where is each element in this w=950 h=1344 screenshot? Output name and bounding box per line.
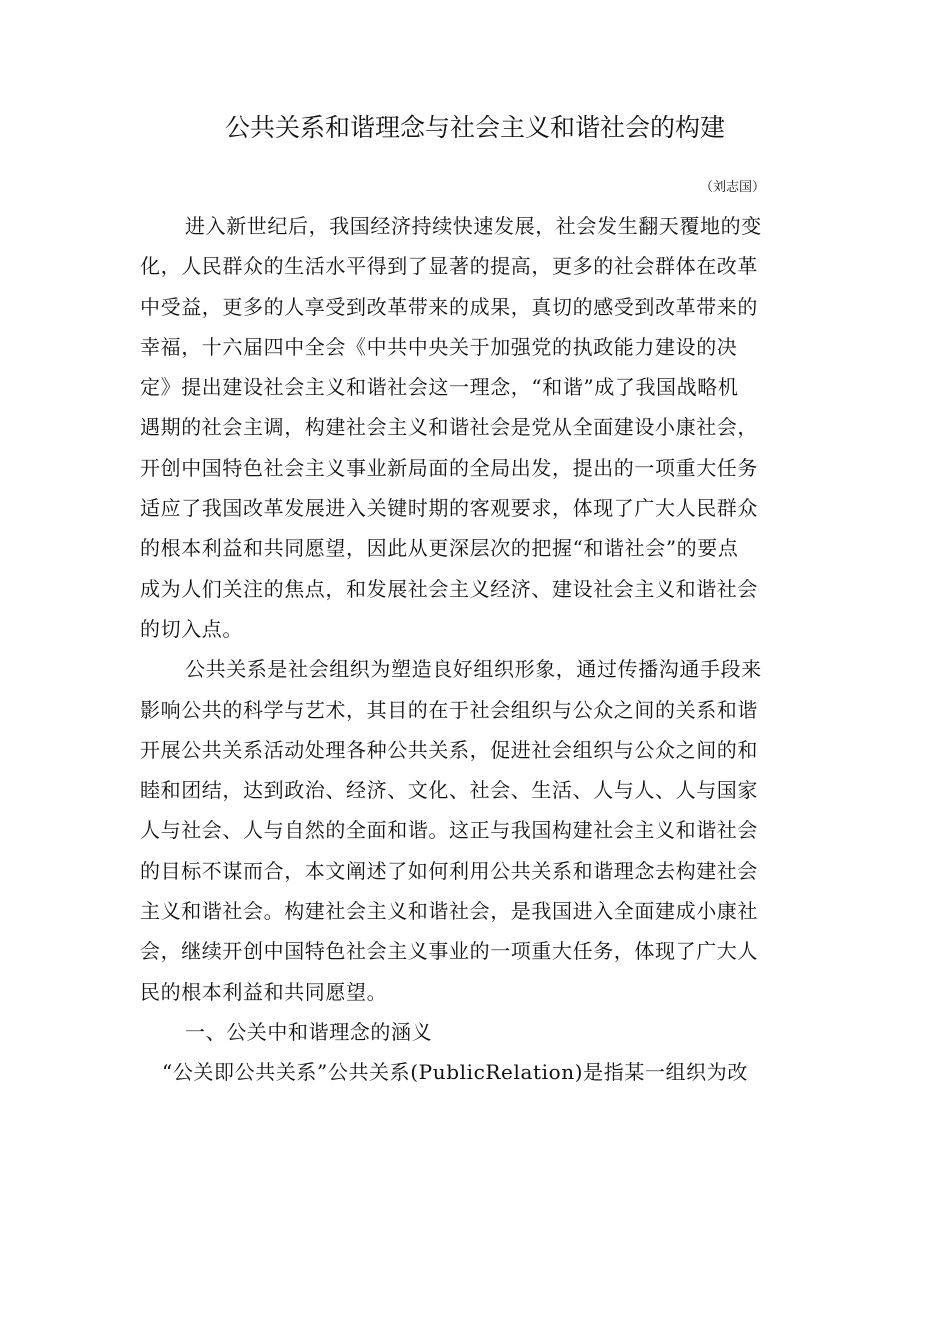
paragraph-line: 进入新世纪后，我国经济持续快速发展，社会发生翻天覆地的变 — [185, 214, 762, 238]
paragraph-line: 遇期的社会主调，构建社会主义和谐社会是党从全面建设小康社会， — [140, 415, 758, 440]
author-name: （刘志国） — [700, 180, 766, 195]
section-heading: 一、公关中和谐理念的涵义 — [185, 1019, 433, 1044]
paragraph-line: “公关即公共关系”公共关系(PublicRelation)是指某一组织为改 — [162, 1060, 748, 1085]
paragraph-line: 定》提出建设社会主义和谐社会这一理念，“和谐”成了我国战略机 — [140, 375, 739, 400]
paragraph-line: 的根本利益和共同愿望，因此从更深层次的把握“和谐社会”的要点 — [140, 536, 739, 561]
paragraph-line: 开创中国特色社会主义事业新局面的全局出发，提出的一项重大任务 — [140, 455, 758, 480]
paragraph-line: 公共关系是社会组织为塑造良好组织形象，通过传播沟通手段来 — [185, 657, 762, 682]
paragraph-line: 幸福，十六届四中全会《中共中央关于加强党的执政能力建设的决 — [140, 334, 738, 359]
paragraph-line: 中受益，更多的人享受到改革带来的成果，真切的感受到改革带来的 — [140, 294, 758, 319]
paragraph-line: 成为人们关注的焦点，和发展社会主义经济、建设社会主义和谐社会 — [140, 576, 758, 601]
paragraph-line: 睦和团结，达到政治、经济、文化、社会、生活、人与人、人与国家 — [140, 778, 758, 803]
body-text — [140, 206, 820, 1093]
paragraph-line: 影响公共的科学与艺术，其目的在于社会组织与公众之间的关系和谐 — [140, 697, 758, 722]
paragraph-line: 的切入点。 — [140, 616, 243, 641]
paragraph-line: 适应了我国改革发展进入关键时期的客观要求，体现了广大人民群众 — [140, 496, 758, 521]
paragraph-line: 民的根本利益和共同愿望。 — [140, 979, 388, 1004]
paragraph-line: 人与社会、人与自然的全面和谐。这正与我国构建社会主义和谐社会 — [140, 818, 758, 843]
paragraph-line: 主义和谐社会。构建社会主义和谐社会，是我国进入全面建成小康社 — [140, 899, 758, 924]
paragraph-line: 开展公共关系活动处理各种公共关系，促进社会组织与公众之间的和 — [140, 737, 758, 762]
page-title: 公共关系和谐理念与社会主义和谐社会的构建 — [224, 113, 725, 142]
paragraph-line: 的目标不谋而合，本文阐述了如何利用公共关系和谐理念去构建社会 — [140, 858, 758, 883]
paragraph-line: 会，继续开创中国特色社会主义事业的一项重大任务，体现了广大人 — [140, 939, 758, 964]
paragraph-line: 化，人民群众的生活水平得到了显著的提高，更多的社会群体在改革 — [140, 254, 758, 279]
